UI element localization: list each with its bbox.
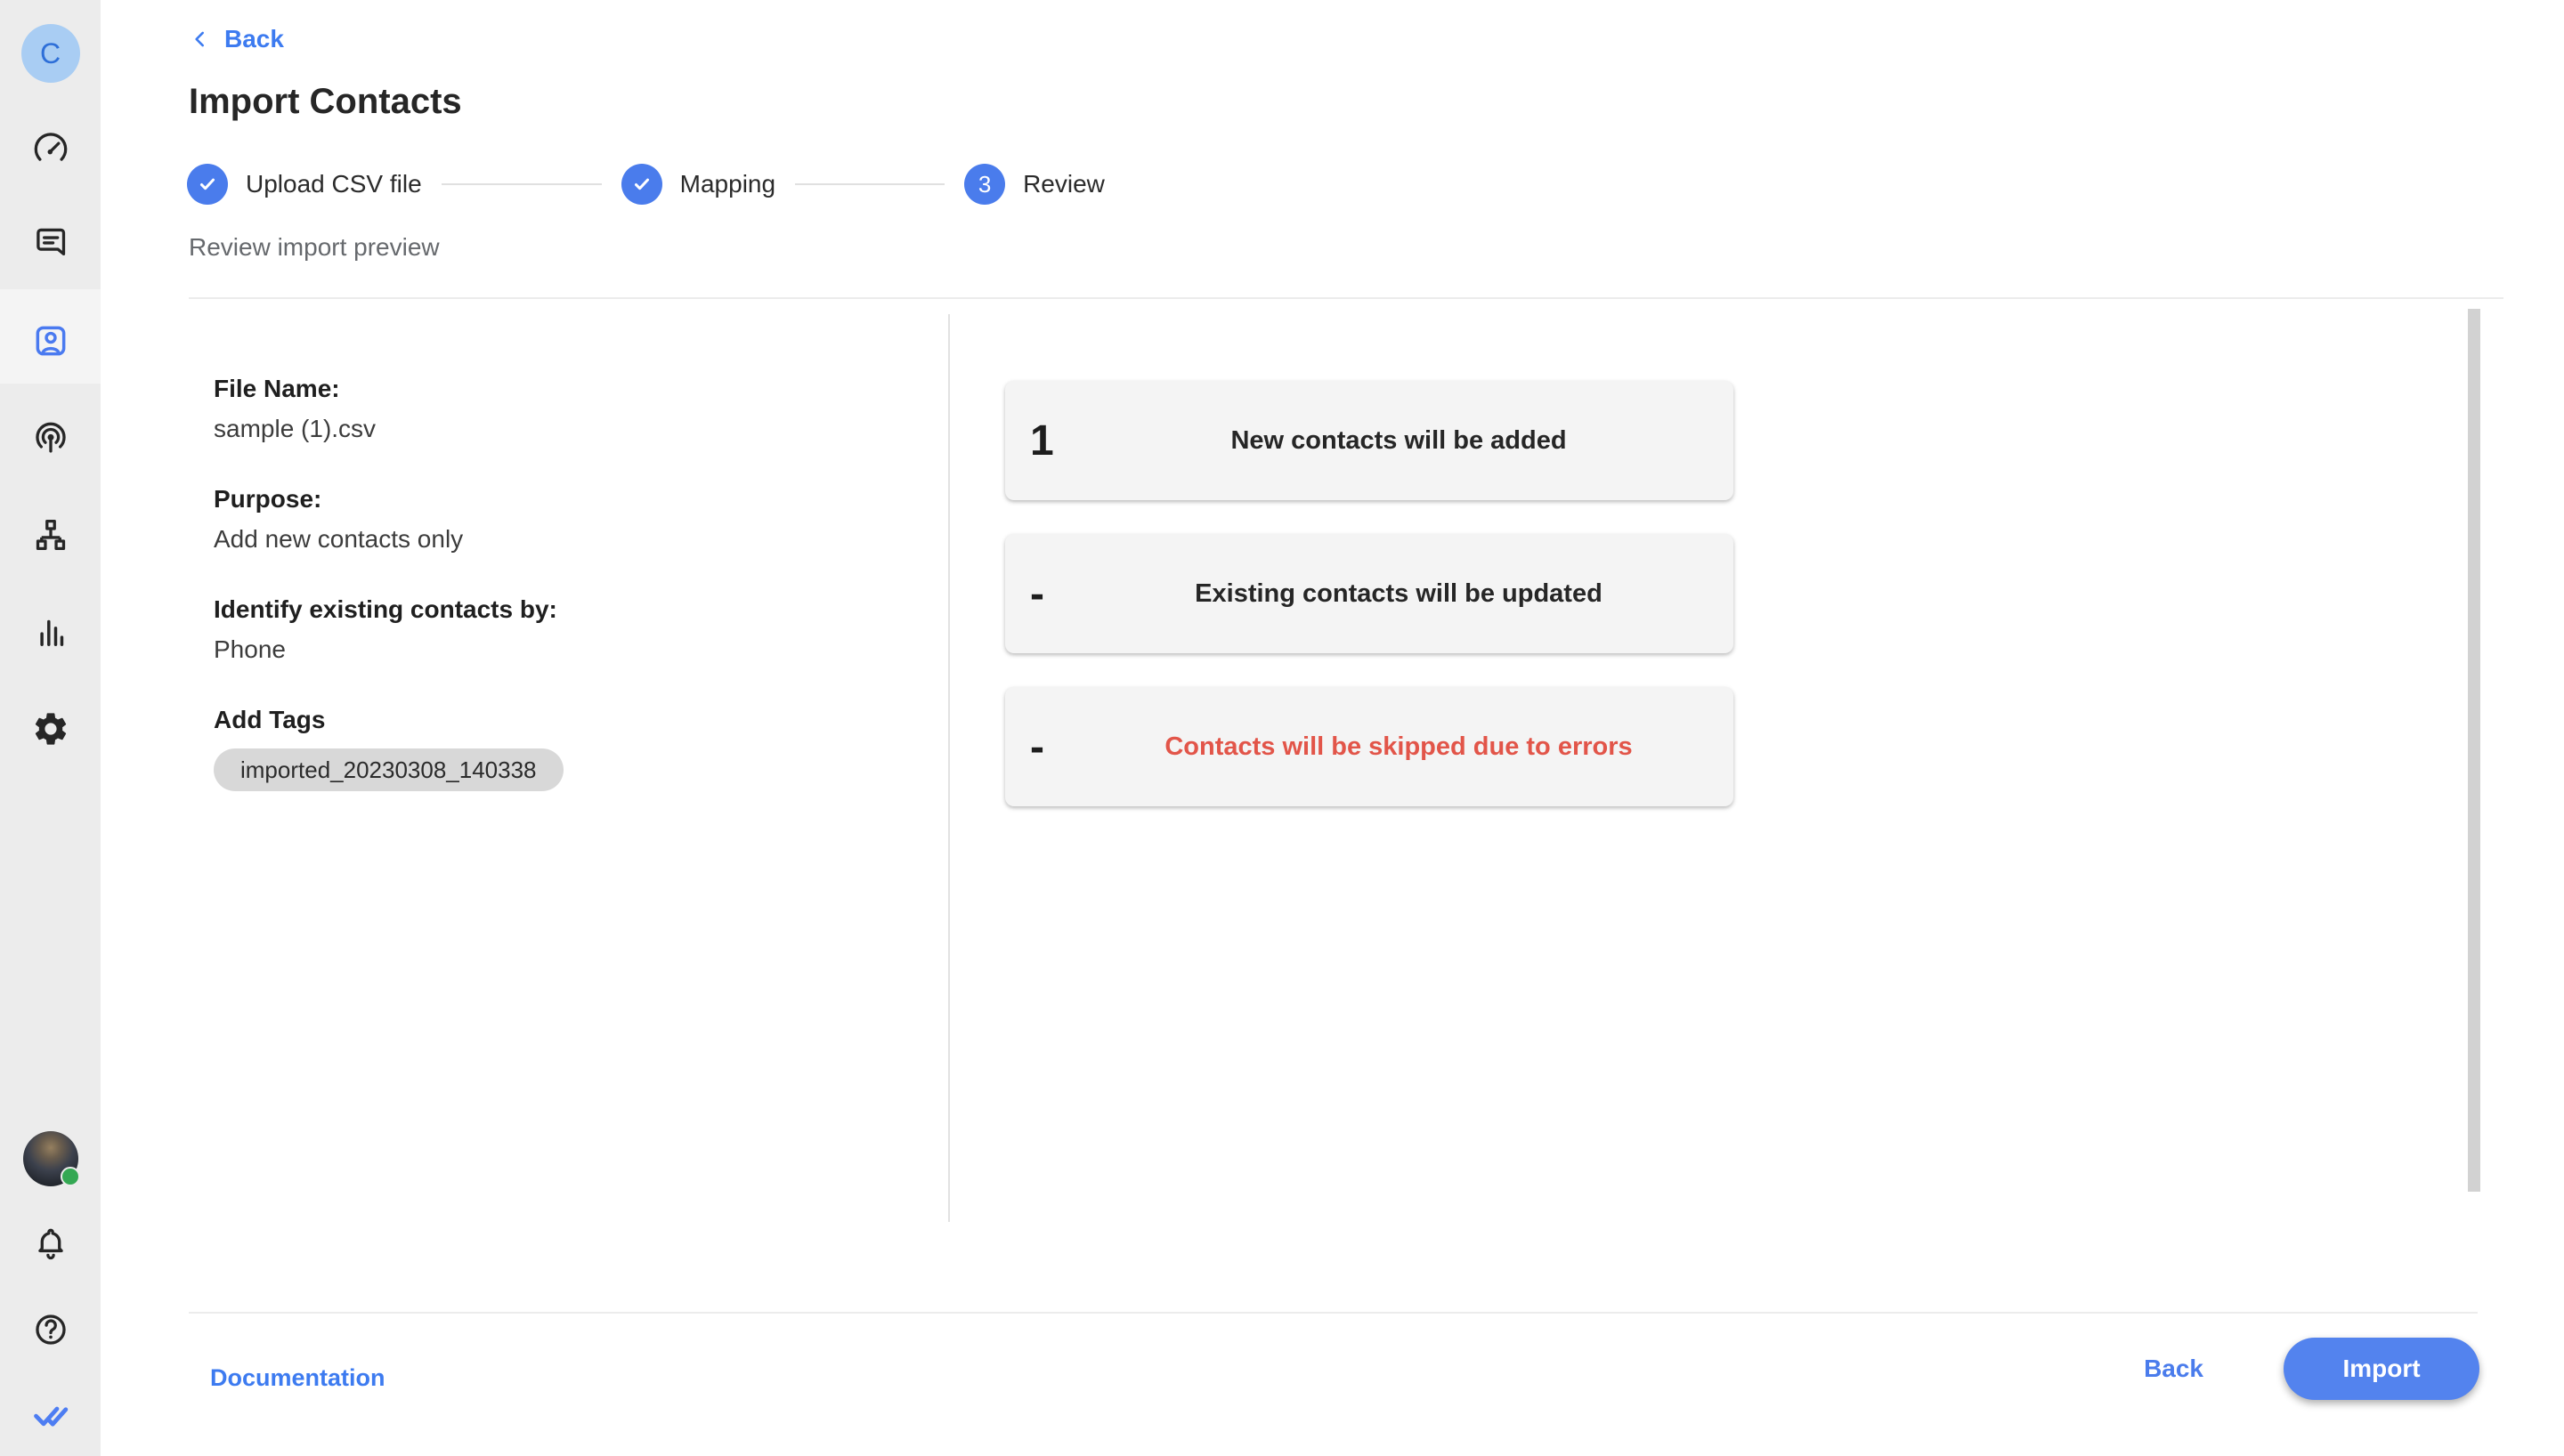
sidebar-item-settings[interactable] bbox=[0, 709, 101, 748]
documentation-link[interactable]: Documentation bbox=[210, 1364, 385, 1391]
divider bbox=[189, 297, 2503, 299]
updated-contacts-label: Existing contacts will be updated bbox=[1195, 578, 1602, 608]
import-summary-cards bbox=[1005, 381, 1733, 840]
import-details-panel bbox=[214, 374, 908, 791]
back-link-label: Back bbox=[224, 25, 284, 53]
settings-gear-icon bbox=[31, 709, 70, 748]
import-stepper bbox=[187, 163, 1105, 206]
sidebar-item-integrations[interactable] bbox=[0, 515, 101, 554]
analytics-bar-chart-icon bbox=[31, 613, 70, 652]
main-content bbox=[101, 0, 2564, 1456]
step-connector bbox=[442, 183, 602, 185]
user-avatar[interactable] bbox=[0, 1131, 101, 1186]
app-logo[interactable] bbox=[0, 1395, 101, 1435]
purpose-value: Add new contacts only bbox=[214, 525, 464, 553]
identify-by-value: Phone bbox=[214, 635, 286, 663]
sidebar-item-contacts[interactable] bbox=[0, 321, 101, 360]
divider bbox=[189, 1312, 2478, 1314]
help-icon bbox=[31, 1310, 70, 1349]
check-icon bbox=[196, 173, 219, 196]
integrations-sitemap-icon bbox=[31, 515, 70, 554]
contacts-icon bbox=[31, 321, 70, 360]
step-2-label: Mapping bbox=[679, 170, 776, 198]
step-upload-csv[interactable] bbox=[187, 164, 422, 205]
add-tags-label: Add Tags bbox=[214, 706, 326, 733]
back-button[interactable]: Back bbox=[2144, 1355, 2203, 1382]
summary-card-new-contacts bbox=[1005, 381, 1733, 500]
step-3-number-circle: 3 bbox=[964, 164, 1005, 205]
updated-contacts-count: - bbox=[1030, 570, 1044, 618]
tag-chip[interactable]: imported_20230308_140338 bbox=[214, 748, 564, 791]
step-review[interactable] bbox=[964, 164, 1105, 205]
notifications-bell-icon bbox=[31, 1224, 70, 1263]
file-name-value: sample (1).csv bbox=[214, 415, 377, 442]
step-2-check-circle bbox=[621, 164, 662, 205]
step-1-label: Upload CSV file bbox=[246, 170, 422, 198]
chevron-left-icon bbox=[189, 28, 212, 51]
sidebar bbox=[0, 0, 101, 1456]
sidebar-item-dashboard[interactable] bbox=[0, 129, 101, 168]
broadcast-icon bbox=[31, 419, 70, 458]
sidebar-item-analytics[interactable] bbox=[0, 613, 101, 652]
user-avatar-photo bbox=[23, 1131, 78, 1186]
online-status-dot bbox=[61, 1167, 80, 1186]
review-subtitle: Review import preview bbox=[189, 233, 440, 261]
check-icon bbox=[630, 173, 653, 196]
purpose-label: Purpose: bbox=[214, 485, 322, 513]
chats-icon bbox=[31, 222, 70, 262]
sidebar-item-broadcast[interactable] bbox=[0, 419, 101, 458]
scrollbar-thumb[interactable] bbox=[2468, 309, 2480, 1192]
file-name-label: File Name: bbox=[214, 375, 340, 402]
step-mapping[interactable] bbox=[621, 164, 775, 205]
workspace-avatar-letter: C bbox=[21, 24, 80, 83]
summary-card-updated-contacts bbox=[1005, 534, 1733, 653]
workspace-avatar[interactable] bbox=[0, 24, 101, 83]
sidebar-item-chats[interactable] bbox=[0, 222, 101, 262]
sidebar-item-notifications[interactable] bbox=[0, 1224, 101, 1263]
new-contacts-label: New contacts will be added bbox=[1230, 425, 1567, 455]
dashboard-gauge-icon bbox=[31, 129, 70, 168]
sidebar-item-help[interactable] bbox=[0, 1310, 101, 1349]
new-contacts-count: 1 bbox=[1030, 417, 1054, 465]
import-button[interactable]: Import bbox=[2284, 1338, 2479, 1400]
step-connector bbox=[795, 183, 945, 185]
footer-actions bbox=[2144, 1338, 2479, 1400]
skipped-contacts-label: Contacts will be skipped due to errors bbox=[1164, 732, 1633, 761]
back-link[interactable] bbox=[189, 25, 284, 53]
step-3-label: Review bbox=[1023, 170, 1105, 198]
summary-card-skipped-contacts bbox=[1005, 687, 1733, 806]
skipped-contacts-count: - bbox=[1030, 723, 1044, 771]
vertical-divider bbox=[948, 314, 950, 1222]
step-1-check-circle bbox=[187, 164, 228, 205]
double-check-logo-icon bbox=[31, 1395, 70, 1435]
page-title: Import Contacts bbox=[189, 82, 462, 121]
identify-by-label: Identify existing contacts by: bbox=[214, 595, 557, 623]
